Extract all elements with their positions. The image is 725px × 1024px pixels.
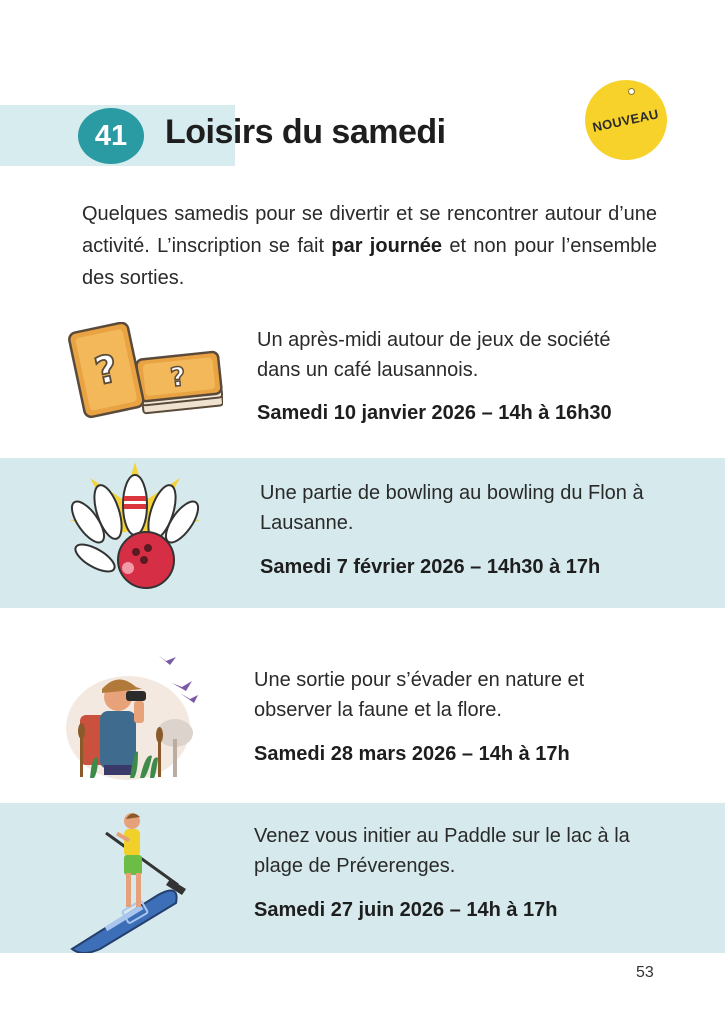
activity-row [0,803,725,953]
activity-description [254,665,584,725]
desc-line: plage de Préverenges. [254,855,456,877]
intro-paragraph [82,198,657,294]
desc-line: Lausanne. [260,512,354,534]
activity-row [0,310,725,455]
bowling-icon [60,460,210,592]
intro-text-1: Quelques samedis pour se divertir et se rencontrer autour d’une activité. L’inscription se fait [82,203,657,257]
page-title: Loisirs du samedi [165,113,446,151]
activity-row [0,458,725,608]
desc-line: dans un café lausannois. [257,359,479,381]
activity-row [0,645,725,795]
desc-line: Un après-midi autour de jeux de société [257,329,611,351]
activity-date: Samedi 7 février 2026 – 14h30 à 17h [260,556,601,578]
desc-line: observer la faune et la flore. [254,699,502,721]
desc-line: Venez vous initier au Paddle sur le lac à la [254,825,630,847]
paddle-icon [66,811,196,953]
desc-line: Une partie de bowling au bowling du Flon à [260,482,644,504]
birdwatcher-icon [60,653,200,783]
activity-date: Samedi 27 juin 2026 – 14h à 17h [254,899,558,921]
cards-icon [58,322,223,432]
activity-description [260,478,644,538]
activity-date: Samedi 28 mars 2026 – 14h à 17h [254,743,570,765]
page-number: 53 [636,964,654,981]
activity-date: Samedi 10 janvier 2026 – 14h à 16h30 [257,402,612,424]
activity-description [254,821,630,881]
svg-text:?: ? [169,361,188,394]
section-number: 41 [78,108,144,164]
badge-hole [628,88,635,95]
intro-bold: par journée [331,235,443,257]
svg-text:?: ? [90,346,122,394]
badge-label: NOUVEAU [591,105,661,135]
desc-line: Une sortie pour s’évader en nature et [254,669,585,691]
new-badge [585,80,667,160]
activity-description [257,325,611,385]
intro-text-2: et non pour l’ensemble des sorties. [82,235,658,289]
